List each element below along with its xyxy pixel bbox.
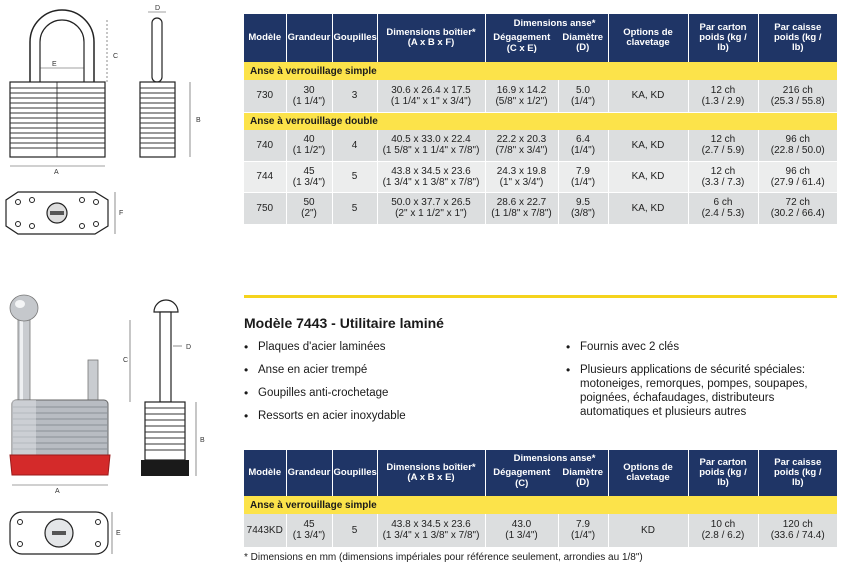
col-goupilles: Goupilles (332, 14, 377, 62)
col-carton: Par carton poids (kg / lb) (688, 450, 758, 496)
dim-label-a2: A (55, 488, 60, 495)
table-row: 730 30 (1 1/4") 3 30.6 x 26.4 x 17.5 (1 1/4" x 1" x 3/4") 16.9 x 14.2 (5/8" x 1/2") 5.0 (1/4") KA, KD 12 ch (1.3 / 2.9) 216 ch (25.3 / 55.8) (244, 80, 837, 112)
model-7443-title: Modèle 7443 - Utilitaire laminé (244, 315, 444, 331)
footnote: * Dimensions en mm (dimensions impériales pour référence seulement, arrondies au 1/8") (244, 552, 643, 563)
padlock-730-diagram (0, 0, 235, 240)
padlock-7443-diagram (0, 250, 235, 570)
features-right (566, 340, 826, 419)
dim-label-a: A (54, 169, 59, 176)
dim-label-f: F (119, 210, 124, 217)
dim-label-b: B (196, 117, 201, 124)
col-diametre: Diamètre (D) (558, 14, 608, 62)
section-double: Anse à verrouillage double (244, 112, 837, 130)
feature-item: • Fournis avec 2 clés (566, 340, 826, 354)
col-goupilles: Goupilles (332, 450, 377, 496)
col-caisse: Par caisse poids (kg / lb) (758, 450, 837, 496)
table-row: 750 50 (2") 5 50.0 x 37.7 x 26.5 (2" x 1 1/2" x 1") 28.6 x 22.7 (1 1/8" x 7/8") 9.5 (3/8") KA, KD 6 ch (2.4 / 5.3) 72 ch (30.2 / 66.4) (244, 192, 837, 224)
table-row: 7443KD 45 (1 3/4") 5 43.8 x 34.5 x 23.6 (1 3/4" x 1 3/8" x 7/8") 43.0 (1 3/4") 7.9 (1/4") KD 10 ch (2.8 / 6.2) 120 ch (33.6 / 74.4) (244, 514, 837, 547)
dim-label-c2: C (123, 357, 129, 364)
dim-anse-heading: Dimensions anse* (513, 18, 596, 29)
dim-label-e: E (52, 61, 57, 68)
col-dim-boitier: Dimensions boîtier* (A x B x E) (377, 450, 485, 496)
col-diametre: Diamètre (D) (558, 450, 608, 496)
col-degagement: Dimensions anse* Dégagement (C x E) (485, 14, 558, 62)
features-left (244, 340, 544, 423)
section-simple: Anse à verrouillage simple (244, 496, 837, 514)
dim-label-c: C (113, 53, 119, 60)
section-divider (244, 295, 837, 298)
specs-table-7443 (244, 450, 837, 548)
dim-label-e2: E (116, 530, 121, 537)
dim-label-d2: D (186, 344, 192, 351)
dim-label-d: D (155, 5, 161, 12)
col-degagement: Dimensions anse* Dégagement (C) (485, 450, 558, 496)
dim-anse-heading: Dimensions anse* (513, 453, 596, 464)
dim-label-b2: B (200, 437, 205, 444)
col-dim-boitier: Dimensions boîtier* (A x B x F) (377, 14, 485, 62)
col-grandeur: Grandeur (286, 14, 332, 62)
specs-table-700-series (244, 14, 837, 225)
col-grandeur: Grandeur (286, 450, 332, 496)
feature-item: • Goupilles anti-crochetage (244, 386, 544, 400)
col-options: Options de clavetage (608, 14, 688, 62)
col-modele: Modèle (244, 450, 286, 496)
section-simple: Anse à verrouillage simple (244, 62, 837, 80)
col-carton: Par carton poids (kg / lb) (688, 14, 758, 62)
table-row: 740 40 (1 1/2") 4 40.5 x 33.0 x 22.4 (1 5/8" x 1 1/4" x 7/8") 22.2 x 20.3 (7/8" x 3/4") 6.4 (1/4") KA, KD 12 ch (2.7 / 5.9) 96 ch (22.8 / 50.0) (244, 130, 837, 161)
feature-item: • Anse en acier trempé (244, 363, 544, 377)
col-caisse: Par caisse poids (kg / lb) (758, 14, 837, 62)
col-options: Options de clavetage (608, 450, 688, 496)
col-modele: Modèle (244, 14, 286, 62)
feature-item: • Ressorts en acier inoxydable (244, 409, 544, 423)
feature-item: • Plaques d'acier laminées (244, 340, 544, 354)
feature-item: • Plusieurs applications de sécurité spéciales: motoneiges, remorques, pompes, soupapes, poignées, échafaudages, distributeurs automatiques et plusieurs autres (566, 363, 826, 419)
table-row: 744 45 (1 3/4") 5 43.8 x 34.5 x 23.6 (1 3/4" x 1 3/8" x 7/8") 24.3 x 19.8 (1" x 3/4") 7.9 (1/4") KA, KD 12 ch (3.3 / 7.3) 96 ch (27.9 / 61.4) (244, 161, 837, 192)
